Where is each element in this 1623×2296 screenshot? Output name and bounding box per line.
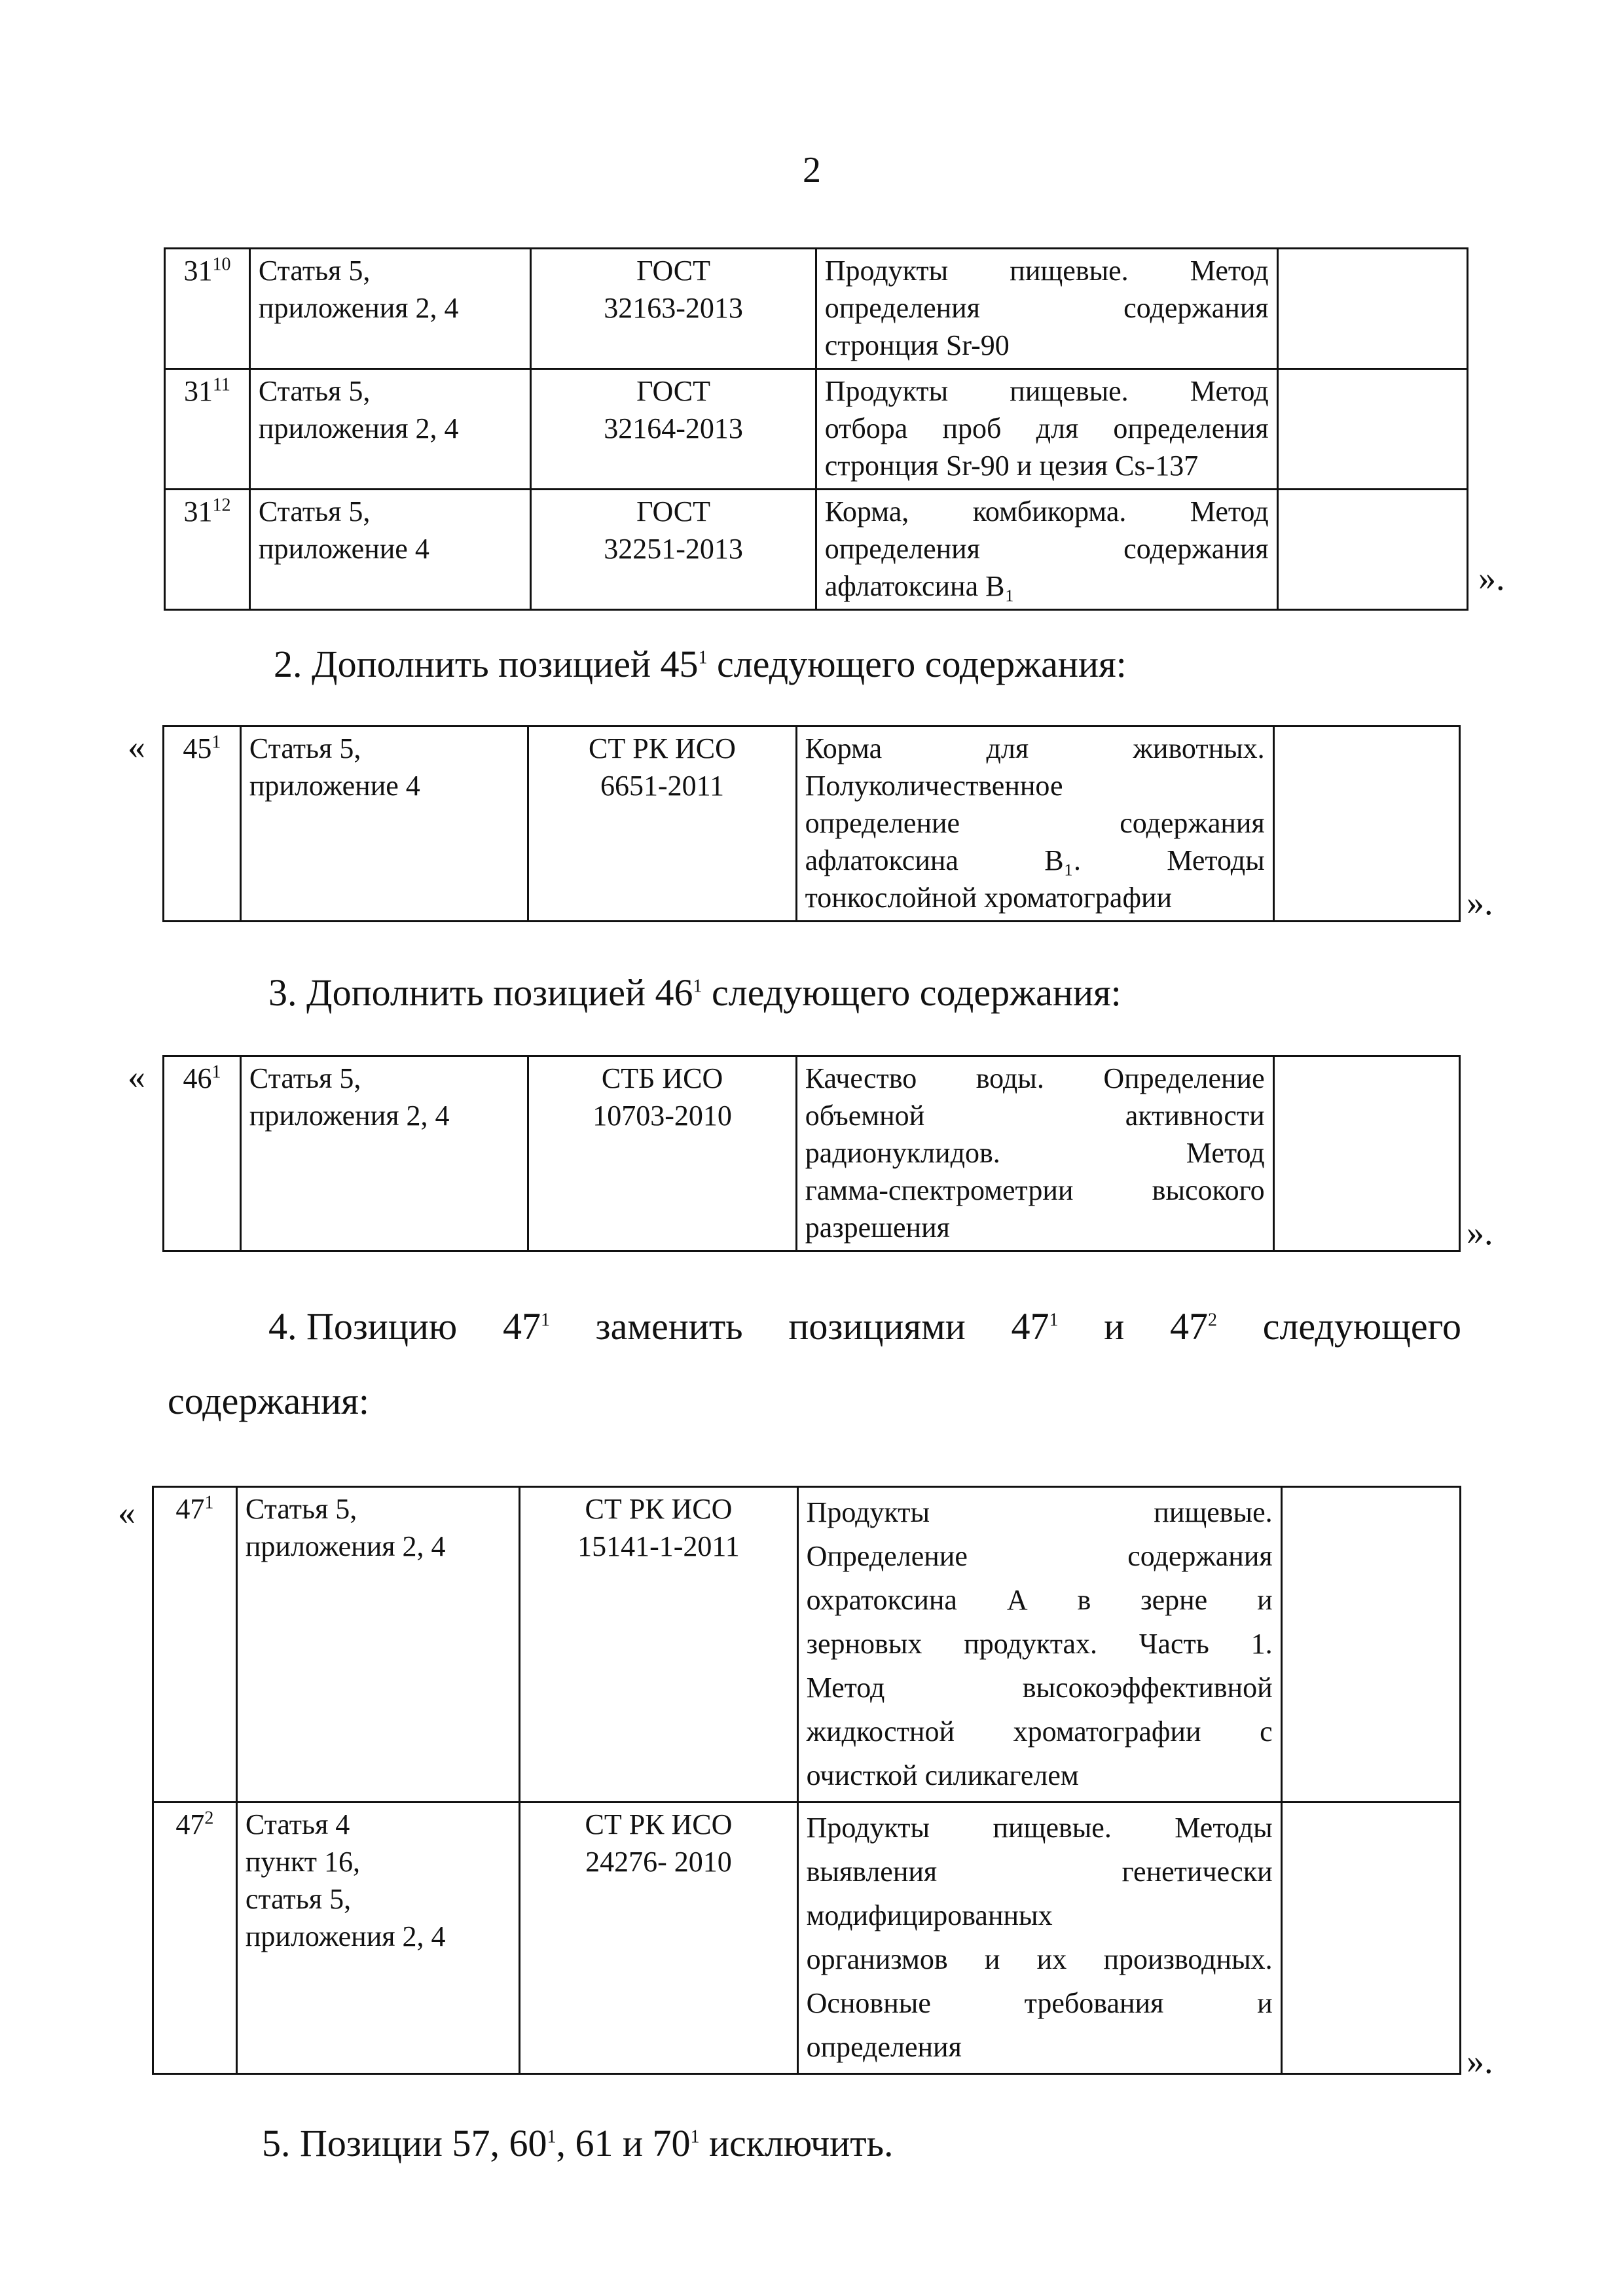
close-quote-1: ». xyxy=(1478,558,1505,598)
close-quote-2: ». xyxy=(1467,883,1493,922)
empty-cell xyxy=(1281,1487,1460,1803)
regulation-reference: Статья 5, приложения 2, 4 xyxy=(249,249,531,369)
regulation-reference: Статья 5, приложение 4 xyxy=(249,490,531,610)
table-row xyxy=(153,1803,1461,2074)
table-row xyxy=(164,1056,1460,1251)
empty-cell xyxy=(1277,490,1467,610)
position-number: $31^{11}$ xyxy=(165,369,250,490)
regulation-reference: Статья 5, приложения 2, 4 xyxy=(240,1056,528,1251)
table-positions-47 xyxy=(152,1486,1461,2075)
empty-cell xyxy=(1277,369,1467,490)
close-quote-4: ». xyxy=(1467,2041,1493,2081)
table-row xyxy=(153,1487,1461,1803)
position-number: $31^{10}$ xyxy=(165,249,250,369)
close-quote-3: ». xyxy=(1467,1213,1493,1252)
standard-designation: ГОСТ 32251-2013 xyxy=(531,490,816,610)
standard-designation: СТ РК ИСО 15141-1-2011 xyxy=(520,1487,797,1803)
paragraph-3: 3. Дополнить позицией $46^1$ следующего содержания: xyxy=(268,971,1122,1014)
position-number: $47^1$ xyxy=(153,1487,237,1803)
table-positions-31 xyxy=(164,247,1468,611)
empty-cell xyxy=(1277,249,1467,369)
table-position-45-1 xyxy=(162,725,1461,922)
table-row xyxy=(165,490,1468,610)
paragraph-5: 5. Позиции 57, $60^1$, 61 и $70^1$ исключить. xyxy=(262,2122,894,2164)
empty-cell xyxy=(1273,726,1459,922)
standard-title: Корма для животных. Полуколичественное определение содержания афлатоксина B₁. Методы тонкослойной хроматографии xyxy=(796,726,1273,922)
standard-designation: ГОСТ 32164-2013 xyxy=(531,369,816,490)
standard-designation: СТ РК ИСО 24276- 2010 xyxy=(520,1803,797,2074)
position-number: $47^2$ xyxy=(153,1803,237,2074)
position-number: $46^1$ xyxy=(164,1056,241,1251)
table-position-46-1 xyxy=(162,1055,1461,1252)
standard-title: Продукты пищевые. Метод отбора проб для определения стронция Sr-90 и цезия Cs-137 xyxy=(816,369,1277,490)
open-quote-2: « xyxy=(128,727,145,766)
position-number: $45^1$ xyxy=(164,726,241,922)
standard-designation: СТБ ИСО 10703-2010 xyxy=(528,1056,796,1251)
standard-title: Продукты пищевые. Определение содержания охратоксина А в зерне и зерновых продуктах. Часть 1. Метод высокоэффективной жидкостной хроматографии с очисткой силикагелем xyxy=(797,1487,1281,1803)
paragraph-2: 2. Дополнить позицией $45^1$ следующего содержания: xyxy=(274,643,1127,685)
open-quote-4: « xyxy=(118,1493,136,1532)
empty-cell xyxy=(1273,1056,1459,1251)
regulation-reference: Статья 5, приложение 4 xyxy=(240,726,528,922)
page-number: 2 xyxy=(803,150,821,190)
table-row xyxy=(165,369,1468,490)
paragraph-4-line-1: 4. Позицию $47^1$ заменить позициями $47^1$ и $47^2$ следующего xyxy=(268,1305,1461,1348)
standard-title: Качество воды. Определение объемной активности радионуклидов. Метод гамма-спектрометрии высокого разрешения xyxy=(796,1056,1273,1251)
standard-title: Продукты пищевые. Методы выявления генетически модифицированных организмов и их производных. Основные требования и определения xyxy=(797,1803,1281,2074)
regulation-reference: Статья 4 пункт 16, статья 5, приложения 2, 4 xyxy=(236,1803,520,2074)
empty-cell xyxy=(1281,1803,1460,2074)
position-number: $31^{12}$ xyxy=(165,490,250,610)
standard-designation: СТ РК ИСО 6651-2011 xyxy=(528,726,796,922)
table-row xyxy=(165,249,1468,369)
regulation-reference: Статья 5, приложения 2, 4 xyxy=(249,369,531,490)
regulation-reference: Статья 5, приложения 2, 4 xyxy=(236,1487,520,1803)
standard-title: Продукты пищевые. Метод определения содержания стронция Sr-90 xyxy=(816,249,1277,369)
table-row xyxy=(164,726,1460,922)
paragraph-4-line-2: содержания: xyxy=(168,1380,370,1422)
standard-title: Корма, комбикорма. Метод определения содержания афлатоксина B₁ xyxy=(816,490,1277,610)
open-quote-3: « xyxy=(128,1057,145,1096)
standard-designation: ГОСТ 32163-2013 xyxy=(531,249,816,369)
